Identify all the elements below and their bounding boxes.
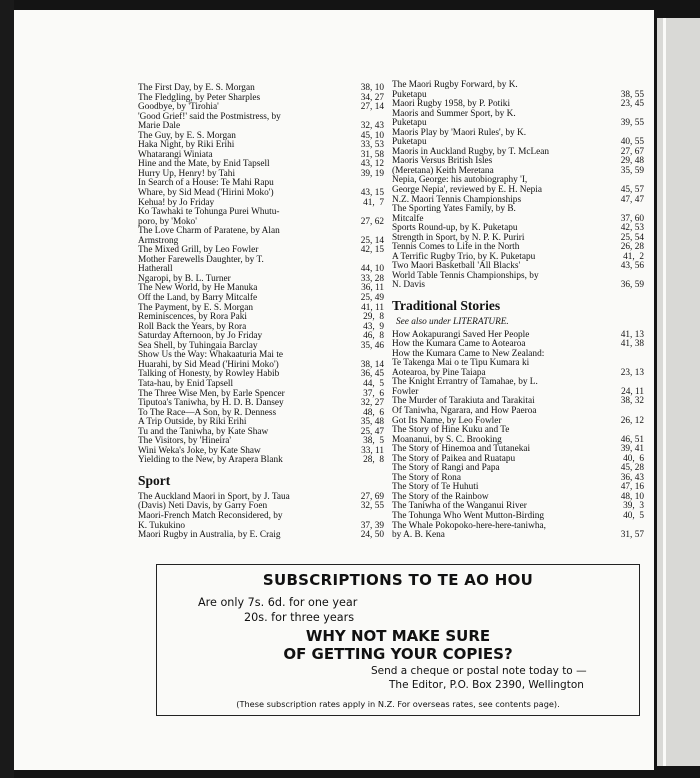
entry-page-ref: 35, 48 <box>360 417 384 428</box>
entry-title: Fowler <box>392 386 419 397</box>
entry-page-ref: 36, 43 <box>620 472 644 483</box>
entry-title: The Maori Rugby Forward, by K. <box>392 80 518 90</box>
entry-title: Maoris Versus British Isles <box>392 156 493 167</box>
entry-title: (Davis) Neti Davis, by Garry Foen <box>138 501 268 512</box>
entry-title: Tiputoa's Taniwha, by H. D. B. Dansey <box>138 398 284 409</box>
entry-title: The Love Charm of Paratene, by Alan <box>138 226 280 237</box>
entry-page-ref: 29, 8 <box>363 312 384 323</box>
entry-page-ref: 25, 14 <box>360 235 384 246</box>
entry-title: Hurry Up, Henry! by Tahi <box>138 168 236 179</box>
index-entry <box>138 531 384 541</box>
entry-title: The Auckland Maori in Sport, by J. Taua <box>138 491 290 502</box>
entry-title: Huarahi, by Sid Mead ('Hirini Moko') <box>138 359 279 370</box>
entry-title: Ko Tawhaki te Tohunga Purei Whutu- <box>138 207 280 218</box>
subscription-rate-one-year: Are only 7s. 6d. for one year <box>198 596 358 609</box>
index-entry <box>392 81 644 91</box>
subscription-footnote: (These subscription rates apply in N.Z. For overseas rates, see contents page). <box>236 699 560 709</box>
entry-title: Strength in Sport, by N. P. K. Puriri <box>392 232 525 243</box>
see-also-note: See also under LITERATURE. <box>396 317 509 328</box>
entry-title: Marie Dale <box>138 121 181 132</box>
entry-title: The Knight Errantry of Tamahae, by L. <box>392 377 538 388</box>
index-entry <box>392 378 644 388</box>
sport-heading: Sport <box>138 472 171 488</box>
entry-page-ref: 38, 10 <box>360 83 384 93</box>
entry-title: Puketapu <box>392 89 427 100</box>
entry-title: Kehua! by Jo Friday <box>138 197 215 208</box>
entry-title: N. Davis <box>392 280 426 291</box>
entry-title: Maori Rugby 1958, by P. Potiki <box>392 99 511 110</box>
entry-title: Sea Shell, by Tuhingaia Barclay <box>138 340 258 351</box>
entry-title: Whatarangi Winiata <box>138 149 213 160</box>
entry-page-ref: 38, 55 <box>620 89 644 100</box>
entry-page-ref: 24, 50 <box>360 530 384 541</box>
entry-page-ref: 36, 45 <box>360 369 384 380</box>
entry-page-ref: 41, 13 <box>620 329 644 340</box>
entry-page-ref: 31, 57 <box>620 530 644 541</box>
entry-title: How Aokapurangi Saved Her People <box>392 329 530 340</box>
index-entry <box>392 272 644 282</box>
entry-title: by A. B. Kena <box>392 530 445 541</box>
entry-page-ref: 43, 56 <box>620 261 644 272</box>
entry-page-ref: 44, 10 <box>360 264 384 275</box>
entry-title: Maoris and Summer Sport, by K. <box>392 108 516 119</box>
entry-page-ref: 45, 10 <box>360 130 384 141</box>
entry-page-ref: 40, 6 <box>623 453 644 464</box>
entry-title: The Murder of Tarakiuta and Tarakitai <box>392 396 535 407</box>
subscription-box <box>156 564 640 716</box>
sport-list-continued <box>392 81 644 291</box>
entry-page-ref: 27, 69 <box>360 491 384 502</box>
entry-page-ref: 25, 54 <box>620 232 644 243</box>
entry-title: The Story of Paikea and Ruatapu <box>392 453 516 464</box>
subscription-instruction: Send a cheque or postal note today to — <box>371 665 587 677</box>
entry-page-ref: 27, 14 <box>360 102 384 113</box>
entry-title: Mother Farewells Daughter, by T. <box>138 254 264 265</box>
entry-title: The Mixed Grill, by Leo Fowler <box>138 245 259 256</box>
entry-title: The New World, by He Manuka <box>138 283 258 294</box>
entry-page-ref: 39, 19 <box>360 168 384 179</box>
entry-title: The Three Wise Men, by Earle Spencer <box>138 388 285 399</box>
entry-title: Wini Weka's Joke, by Kate Shaw <box>138 445 261 456</box>
entry-title: Ngaropi, by B. L. Turner <box>138 273 231 284</box>
index-entry <box>392 205 644 215</box>
entry-page-ref: 36, 11 <box>361 283 384 294</box>
entry-page-ref: 38, 32 <box>620 396 644 407</box>
entry-page-ref: 43, 15 <box>360 188 384 199</box>
entry-title: The Story of the Rainbow <box>392 491 489 502</box>
subscription-headline-1: WHY NOT MAKE SURE <box>305 627 491 645</box>
entry-page-ref: 48, 6 <box>363 407 384 418</box>
index-entry <box>138 456 384 466</box>
entry-title: Show Us the Way: Whakaaturia Mai te <box>138 350 284 361</box>
entry-title: Nepia, George: his autobiography 'I, <box>392 175 528 186</box>
entry-page-ref: 44, 5 <box>363 378 384 389</box>
entry-page-ref: 26, 28 <box>620 242 644 253</box>
entry-page-ref: 23, 13 <box>620 367 644 378</box>
entry-title: Maori Rugby in Australia, by E. Craig <box>138 530 281 541</box>
entry-title: Sports Round-up, by K. Puketapu <box>392 223 518 234</box>
entry-page-ref: 35, 59 <box>620 165 644 176</box>
entry-title: Roll Back the Years, by Rora <box>138 321 247 332</box>
entry-title: Mitcalfe <box>392 213 424 224</box>
entry-page-ref: 43, 12 <box>360 159 384 170</box>
entry-title: A Trip Outside, by Riki Erihi <box>138 417 247 428</box>
entry-title: The Taniwha of the Wanganui River <box>392 501 527 512</box>
entry-page-ref: 28, 8 <box>363 455 384 466</box>
entry-page-ref: 41, 11 <box>361 302 384 313</box>
entry-page-ref: 32, 27 <box>360 398 384 409</box>
entry-page-ref: 23, 45 <box>620 99 644 110</box>
subscription-headline-2: OF GETTING YOUR COPIES? <box>283 645 513 663</box>
entry-title: Puketapu <box>392 137 427 148</box>
entry-page-ref: 38, 5 <box>363 436 384 447</box>
entry-title: The Tohunga Who Went Mutton-Birding <box>392 510 544 521</box>
index-entry <box>392 110 644 120</box>
traditional-stories-heading: Traditional Stories <box>392 298 501 314</box>
entry-title: Saturday Afternoon, by Jo Friday <box>138 331 263 342</box>
entry-title: Moananui, by S. C. Brooking <box>392 434 502 445</box>
entry-title: Off the Land, by Barry Mitcalfe <box>138 293 258 304</box>
entry-title: N.Z. Maori Tennis Championships <box>392 194 522 205</box>
entry-page-ref: 35, 46 <box>360 340 384 351</box>
entry-page-ref: 45, 57 <box>620 185 644 196</box>
entry-title: Tata-hau, by Enid Tapsell <box>138 378 234 389</box>
entry-page-ref: 41, 7 <box>363 197 384 208</box>
entry-page-ref: 33, 11 <box>361 445 384 456</box>
entry-title: K. Tukukino <box>138 520 186 531</box>
entry-title: The Fledgling, by Peter Sharples <box>138 92 261 103</box>
entry-title: Whare, by Sid Mead ('Hirini Moko') <box>138 188 274 199</box>
entry-title: Hatherall <box>138 264 173 275</box>
entry-title: The Guy, by E. S. Morgan <box>138 130 236 141</box>
entry-title: Maori-French Match Reconsidered, by <box>138 510 283 521</box>
index-entry <box>392 129 644 139</box>
entry-page-ref: 32, 43 <box>360 121 384 132</box>
index-entry <box>392 281 644 291</box>
entry-title: The Sporting Yates Family, by B. <box>392 204 516 215</box>
entry-title: Reminiscences, by Rora Paki <box>138 312 247 323</box>
entry-title: Two Maori Basketball 'All Blacks' <box>392 261 521 272</box>
entry-title: poro, by 'Moko' <box>138 216 197 227</box>
entry-title: The First Day, by E. S. Morgan <box>138 83 255 93</box>
entry-page-ref: 39, 3 <box>623 501 644 512</box>
entry-page-ref: 24, 11 <box>621 386 644 397</box>
entry-page-ref: 33, 28 <box>360 273 384 284</box>
entry-page-ref: 39, 55 <box>620 118 644 129</box>
entry-title: Talking of Honesty, by Rowley Habib <box>138 369 280 380</box>
index-entry <box>392 531 644 541</box>
entry-title: The Story of Te Huhuti <box>392 482 479 493</box>
entry-page-ref: 34, 27 <box>360 92 384 103</box>
entry-page-ref: 42, 53 <box>620 223 644 234</box>
entry-title: How the Kumara Came to New Zealand: <box>392 348 545 359</box>
entry-title: The Story of Rona <box>392 472 461 483</box>
sport-list <box>138 493 384 541</box>
entry-page-ref: 29, 48 <box>620 156 644 167</box>
entry-page-ref: 46, 51 <box>620 434 644 445</box>
entry-page-ref: 41, 38 <box>620 339 644 350</box>
subscription-title: SUBSCRIPTIONS TO TE AO HOU <box>262 571 534 589</box>
entry-page-ref: 26, 12 <box>620 415 644 426</box>
entry-page-ref: 40, 55 <box>620 137 644 148</box>
entry-page-ref: 37, 6 <box>363 388 384 399</box>
entry-page-ref: 27, 67 <box>620 146 644 157</box>
entry-title: To The Race—A Son, by R. Denness <box>138 407 277 418</box>
index-entry <box>138 256 384 266</box>
entry-title: Maoris Play by 'Maori Rules', by K. <box>392 127 527 138</box>
entry-title: Of Taniwha, Ngarara, and How Paeroa <box>392 405 537 416</box>
entry-title: Got Its Name, by Leo Fowler <box>392 415 502 426</box>
entry-page-ref: 33, 53 <box>360 140 384 151</box>
entry-page-ref: 27, 62 <box>360 216 384 227</box>
entry-title: Te Takenga Mai o te Tipu Kumara ki <box>392 358 530 369</box>
entry-page-ref: 41, 2 <box>623 251 644 262</box>
subscription-address: The Editor, P.O. Box 2390, Wellington <box>389 679 584 691</box>
subscription-rate-three-years: 20s. for three years <box>244 611 355 624</box>
entry-page-ref: 37, 39 <box>360 520 384 531</box>
entry-title: (Meretana) Keith Meretana <box>392 165 494 176</box>
entry-title: World Table Tennis Championships, by <box>392 270 539 281</box>
entry-page-ref: 40, 5 <box>623 510 644 521</box>
entry-title: Goodbye, by 'Tirohia' <box>138 102 219 113</box>
entry-title: The Whale Pokopoko-here-here-taniwha, <box>392 520 546 531</box>
left-column <box>138 84 384 541</box>
entry-page-ref: 36, 59 <box>620 280 644 291</box>
entry-page-ref: 25, 49 <box>360 293 384 304</box>
entry-title: In Search of a House: Te Mahi Rapu <box>138 178 274 189</box>
entry-page-ref: 42, 15 <box>360 245 384 256</box>
adjacent-page-edge <box>657 18 700 766</box>
entry-title: The Story of Hinemoa and Tutanekai <box>392 444 531 455</box>
traditional-stories-list <box>392 331 644 541</box>
entry-title: A Terrific Rugby Trio, by K. Puketapu <box>392 251 536 262</box>
entry-page-ref: 32, 55 <box>360 501 384 512</box>
entry-title: The Story of Rangi and Papa <box>392 463 500 474</box>
entry-title: The Payment, by E. S. Morgan <box>138 302 253 313</box>
entry-page-ref: 46, 8 <box>363 331 384 342</box>
entry-title: Haka Night, by Riki Erihi <box>138 140 235 151</box>
entry-title: Aotearoa, by Pine Taiapa <box>392 367 486 378</box>
entry-title: George Nepia', reviewed by E. H. Nepia <box>392 185 542 196</box>
stories-list <box>138 84 384 466</box>
entry-title: The Visitors, by 'Hineira' <box>138 436 231 447</box>
entry-page-ref: 45, 28 <box>620 463 644 474</box>
entry-title: Tennis Comes to Life in the North <box>392 242 520 253</box>
entry-page-ref: 48, 10 <box>620 491 644 502</box>
entry-page-ref: 37, 60 <box>620 213 644 224</box>
entry-page-ref: 38, 14 <box>360 359 384 370</box>
entry-page-ref: 39, 41 <box>620 444 644 455</box>
entry-title: Puketapu <box>392 118 427 129</box>
entry-title: 'Good Grief!' said the Postmistress, by <box>138 111 281 122</box>
entry-title: Hine and the Mate, by Enid Tapsell <box>138 159 270 170</box>
right-column <box>392 81 644 541</box>
entry-title: How the Kumara Came to Aotearoa <box>392 339 526 350</box>
scan-gutter <box>0 0 14 778</box>
entry-title: The Story of Hine Kuku and Te <box>392 425 510 436</box>
entry-page-ref: 25, 47 <box>360 426 384 437</box>
entry-title: Yielding to the New, by Arapera Blank <box>138 455 283 466</box>
entry-page-ref: 47, 47 <box>620 194 644 205</box>
entry-page-ref: 47, 16 <box>620 482 644 493</box>
entry-title: Tu and the Taniwha, by Kate Shaw <box>138 426 269 437</box>
entry-page-ref: 31, 58 <box>360 149 384 160</box>
entry-title: Maoris in Auckland Rugby, by T. McLean <box>392 146 550 157</box>
entry-title: Armstrong <box>138 235 179 246</box>
entry-page-ref: 43, 9 <box>363 321 384 332</box>
